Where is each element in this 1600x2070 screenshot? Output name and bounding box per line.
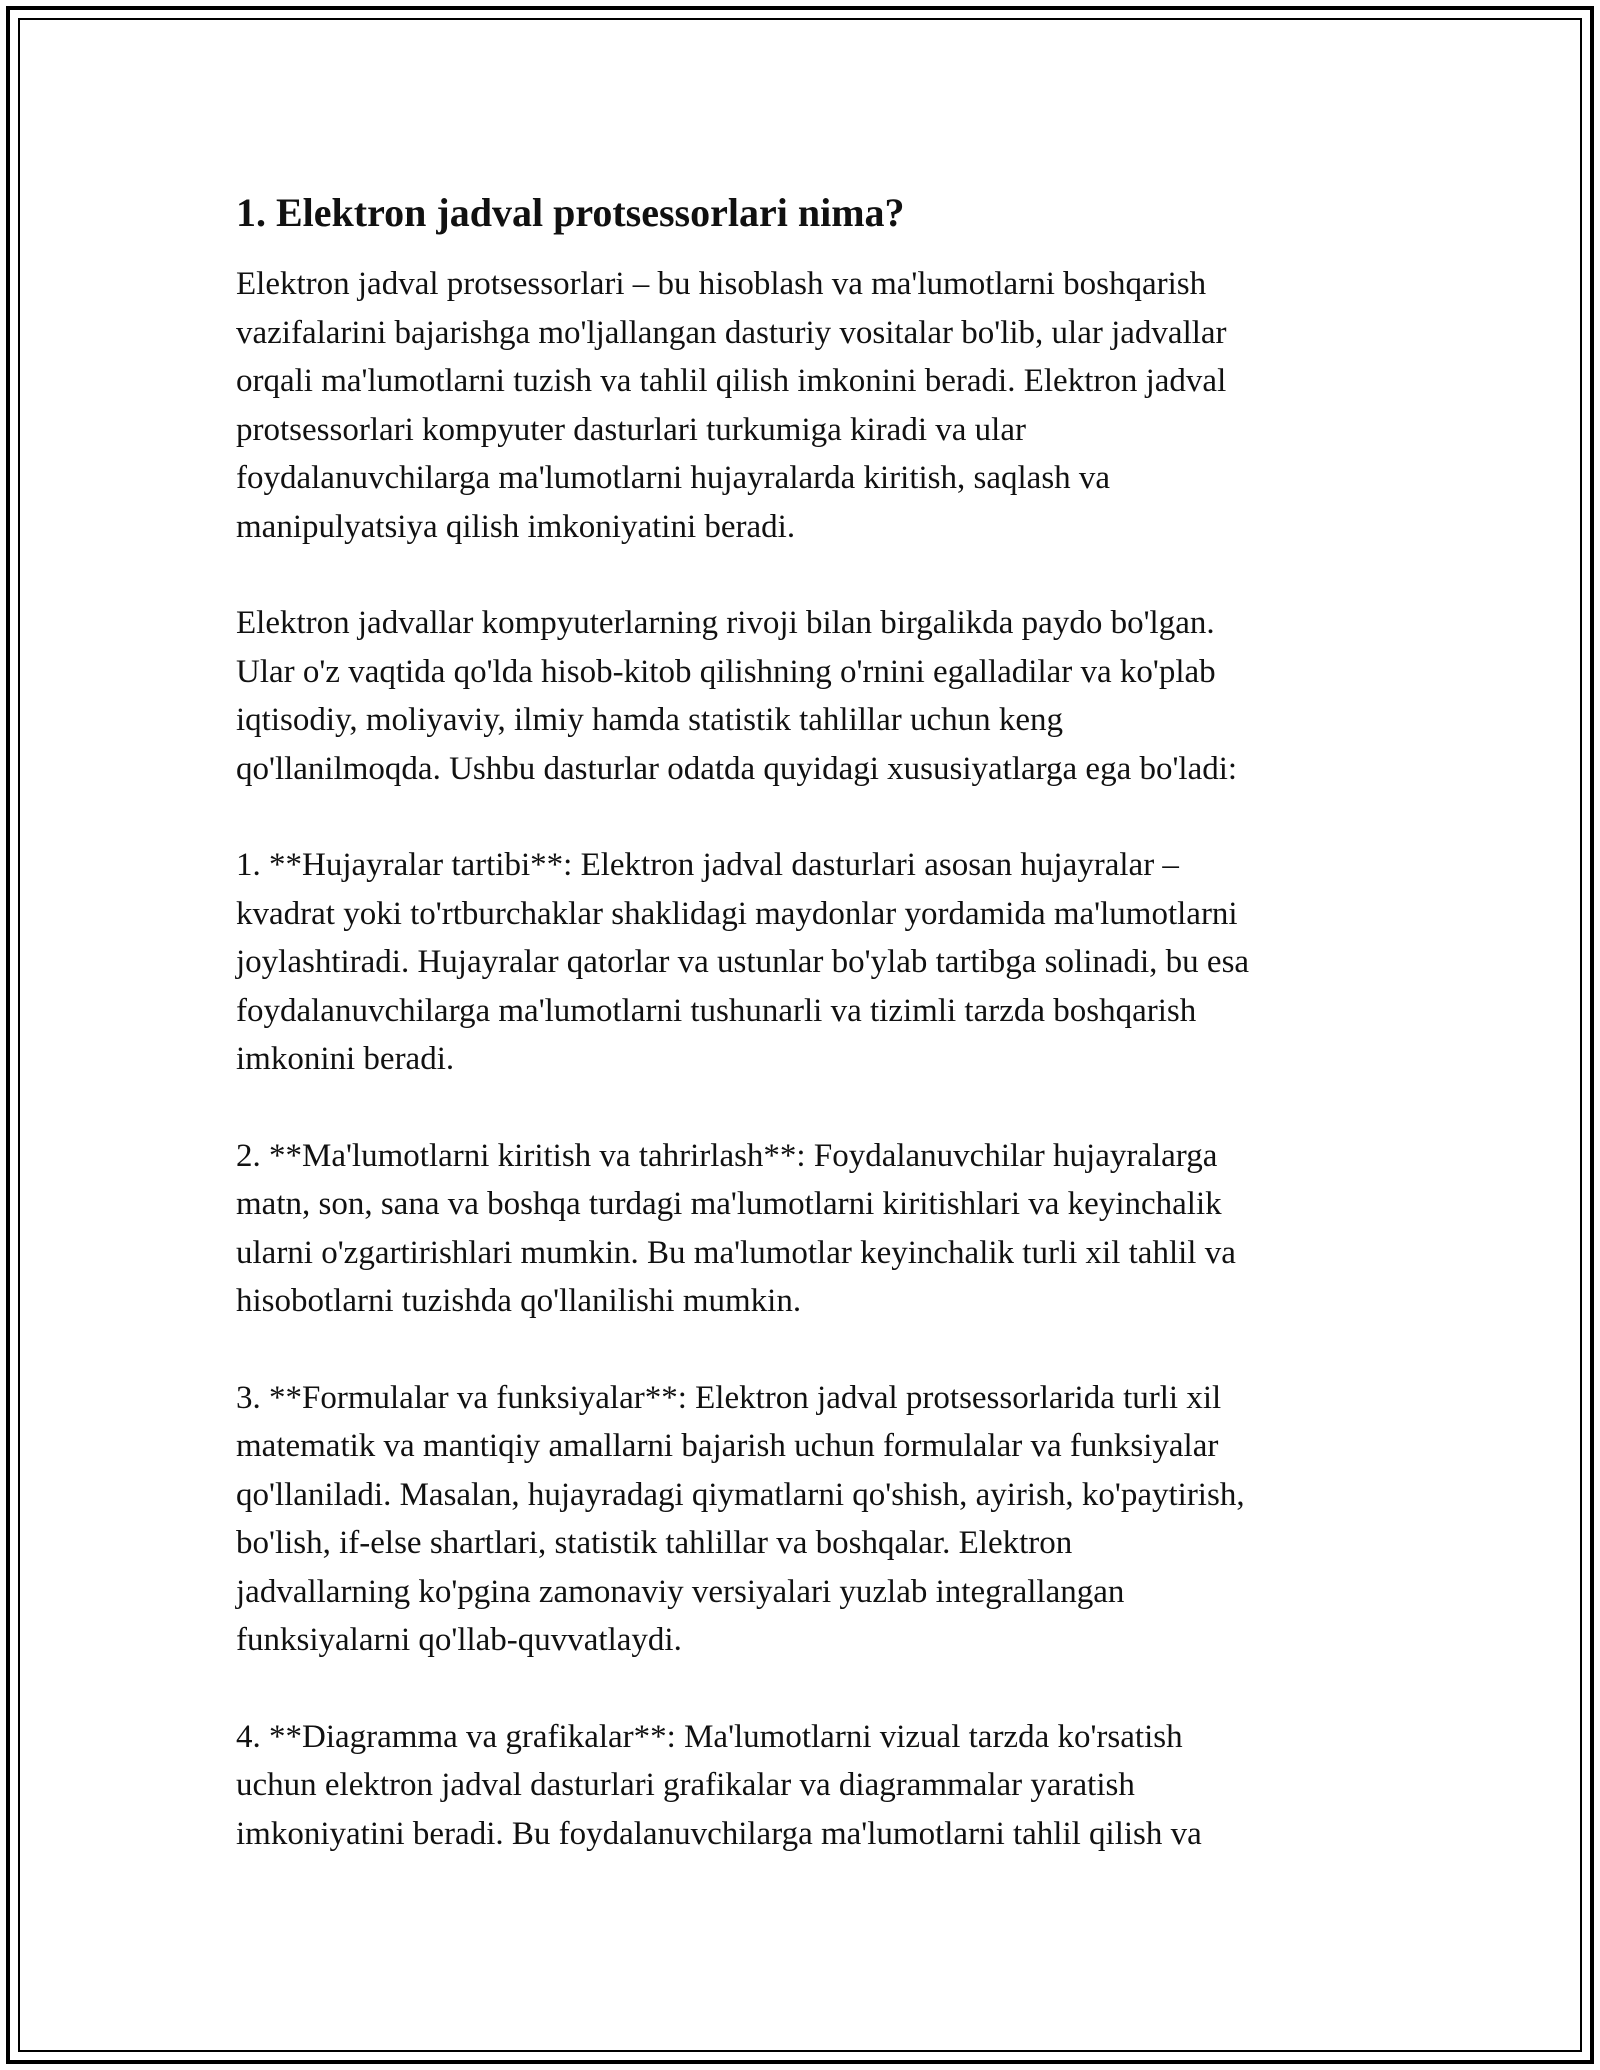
text-line: vazifalarini bajarishga mo'ljallangan dasturiy vositalar bo'lib, ular jadvallar [236,314,1227,351]
text-line: bo'lish, if-else shartlari, statistik tahlillar va boshqalar. Elektron [236,1525,1073,1561]
text-line: uchun elektron jadval dasturlari grafikalar va diagrammalar yaratish [236,1767,1135,1803]
text-line: orqali ma'lumotlarni tuzish va tahlil qilish imkonini beradi. Elektron jadval [236,363,1227,399]
text-line: 3. **Formulalar va funksiyalar**: Elektron jadval protsessorlarida turli xil [236,1379,1222,1416]
text-line: matematik va mantiqiy amallarni bajarish uchun formulalar va funksiyalar [236,1428,1219,1464]
document-body [236,187,1376,1858]
text-line: protsessorlari kompyuter dasturlari turkumiga kiradi va ular [236,411,1026,448]
text-line: qo'llanilmoqda. Ushbu dasturlar odatda quyidagi xususiyatlarga ega bo'ladi: [236,750,1238,787]
text-line: foydalanuvchilarga ma'lumotlarni tushunarli va tizimli tarzda boshqarish [236,992,1197,1029]
text-line: Elektron jadvallar kompyuterlarning rivoji bilan birgalikda paydo bo'lgan. [236,605,1215,641]
text-line: qo'llaniladi. Masalan, hujayradagi qiymatlarni qo'shish, ayirish, ko'paytirish, [236,1476,1245,1513]
text-line: iqtisodiy, moliyaviy, ilmiy hamda statistik tahlillar uchun keng [236,702,1064,738]
text-line: matn, son, sana va boshqa turdagi ma'lumotlarni kiritishlari va keyinchalik [236,1186,1222,1222]
text-line: 4. **Diagramma va grafikalar**: Ma'lumotlarni vizual tarzda ko'rsatish [236,1718,1183,1755]
document-title: 1. Elektron jadval protsessorlari nima? [236,190,905,235]
text-line: 1. **Hujayralar tartibi**: Elektron jadval dasturlari asosan hujayralar – [236,847,1179,883]
text-line: hisobotlarni tuzishda qo'llanilishi mumkin. [236,1283,802,1319]
text-line: imkonini beradi. [236,1041,455,1077]
text-line: foydalanuvchilarga ma'lumotlarni hujayralarda kiritish, saqlash va [236,460,1111,496]
text-line: imkoniyatini beradi. Bu foydalanuvchilarga ma'lumotlarni tahlil qilish va [236,1815,1202,1852]
text-line: 2. **Ma'lumotlarni kiritish va tahrirlash**: Foydalanuvchilar hujayralarga [236,1137,1218,1174]
text-line: Elektron jadval protsessorlari – bu hisoblash va ma'lumotlarni boshqarish [236,266,1207,302]
paragraph-item-1 [236,841,1376,1084]
text-line: funksiyalarni qo'llab-quvvatlaydi. [236,1622,682,1658]
paragraph-item-2 [236,1132,1376,1326]
text-line: joylashtiradi. Hujayralar qatorlar va ustunlar bo'ylab tartibga solinadi, bu esa [236,944,1250,980]
paragraph-item-3 [236,1374,1376,1665]
text-line: Ular o'z vaqtida qo'lda hisob-kitob qilishning o'rnini egalladilar va ko'plab [236,653,1216,690]
paragraph-intro [236,260,1376,551]
text-line: ularni o'zgartirishlari mumkin. Bu ma'lumotlar keyinchalik turli xil tahlil va [236,1234,1236,1271]
text-line: kvadrat yoki to'rtburchaklar shaklidagi maydonlar yordamida ma'lumotlarni [236,895,1238,932]
paragraph-history [236,599,1376,793]
text-line: jadvallarning ko'pgina zamonaviy versiyalari yuzlab integrallangan [236,1573,1125,1610]
text-line: manipulyatsiya qilish imkoniyatini beradi. [236,508,796,545]
paragraph-item-4 [236,1713,1376,1859]
